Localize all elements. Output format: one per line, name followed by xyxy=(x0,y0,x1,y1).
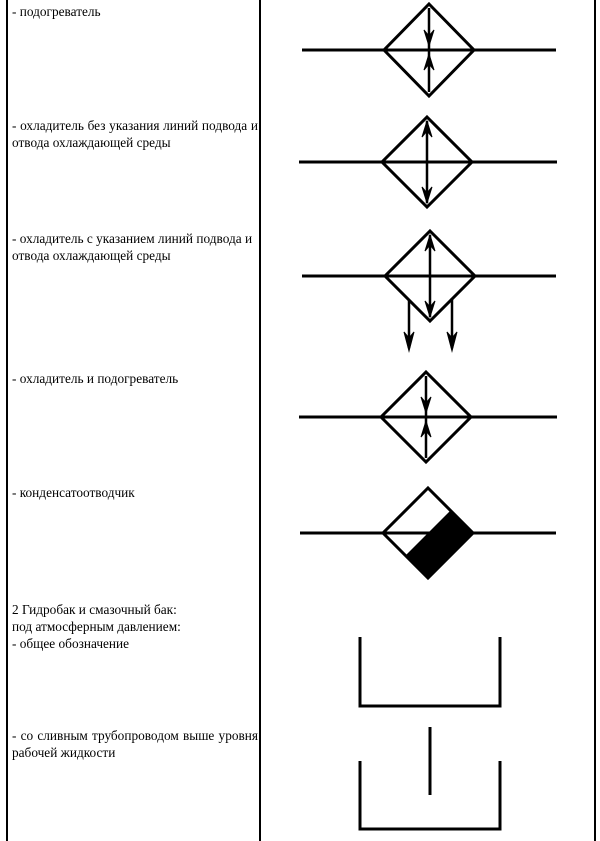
cooler-lines-label: - охладитель с указанием линий подвода и отвода охлаждающей среды xyxy=(12,231,253,263)
tank-drain-label: - со сливным трубопроводом выше уровня рабочей жидкости xyxy=(12,728,258,760)
cooler-symbol xyxy=(299,117,557,207)
tank-drain-above-symbol xyxy=(360,727,500,829)
tank-section-subheading: под атмосферным давлением: xyxy=(12,619,181,634)
heater-label: - подогреватель xyxy=(12,4,101,19)
condensate-trap-symbol xyxy=(300,488,556,579)
cooler-plain-label: - охладитель без указания линий подвода и отвода охлаждающей среды xyxy=(12,118,258,150)
tank-general-label: - общее обозначение xyxy=(12,636,130,651)
open-tank-symbol xyxy=(360,637,500,706)
tank-section-heading: 2 Гидробак и смазочный бак: xyxy=(12,602,177,617)
cooler-with-lines-symbol xyxy=(302,231,556,351)
cooler-heater-label: - охладитель и подогреватель xyxy=(12,371,179,386)
cooler-heater-symbol xyxy=(299,372,557,462)
condensate-trap-label: - конденсатоотводчик xyxy=(12,485,135,500)
heater-symbol xyxy=(302,4,556,96)
